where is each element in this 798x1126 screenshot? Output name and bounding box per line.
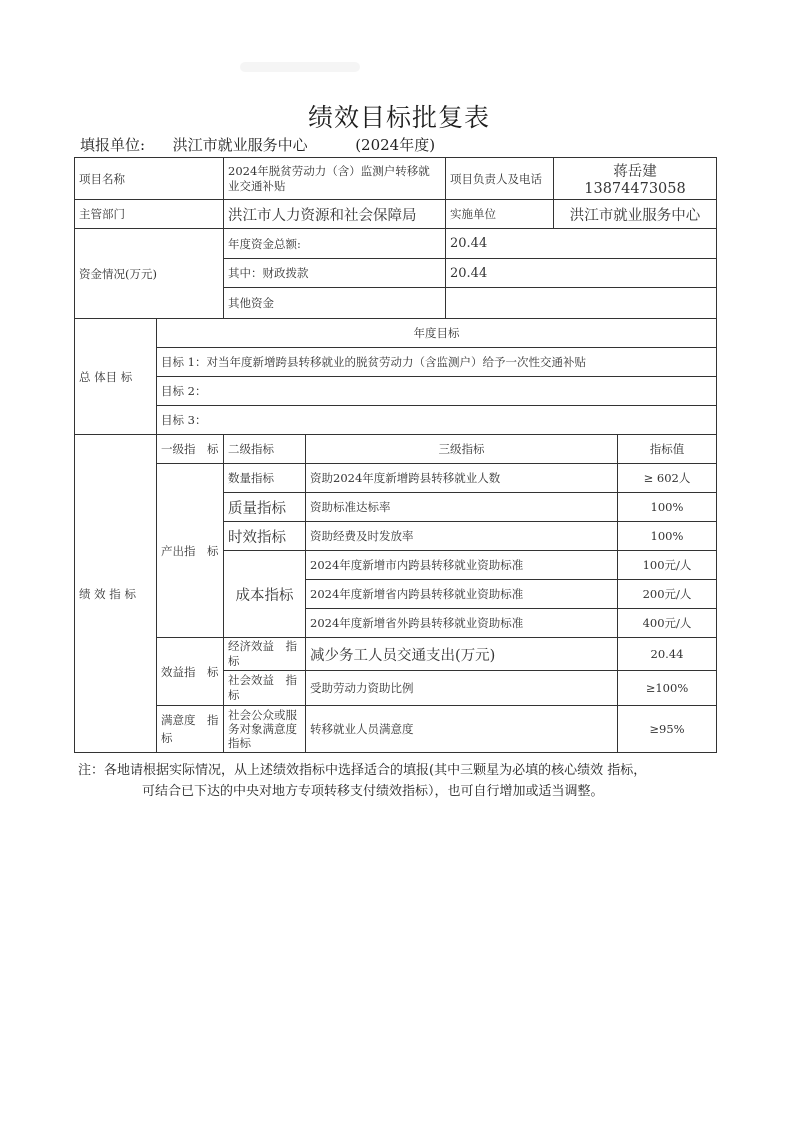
benefit-level1: 效益指 标 [157, 638, 224, 706]
col-header-level2: 二级指标 [224, 435, 306, 464]
report-year: (2024年度) [355, 136, 436, 154]
indicators-table [74, 434, 717, 753]
cost-level3: 2024年度新增市内跨县转移就业资助标准 [306, 551, 618, 580]
cost-value: 400元/人 [618, 609, 717, 638]
goals-label: 总 体目 标 [75, 319, 157, 435]
output-level2: 时效指标 [224, 522, 306, 551]
col-header-level1: 一级指 标 [157, 435, 224, 464]
cost-level3: 2024年度新增省外跨县转移就业资助标准 [306, 609, 618, 638]
funds-fiscal-label: 其中：财政拨款 [224, 259, 446, 288]
goal-item: 目标 1：对当年度新增跨县转移就业的脱贫劳动力（含监测户）给予一次性交通补贴 [157, 348, 717, 377]
funds-other-label: 其他资金 [224, 288, 446, 319]
benefit-level2: 社会效益 指标 [224, 671, 306, 706]
project-name-label: 项目名称 [75, 158, 224, 200]
unit-value: 洪江市就业服务中心 [172, 136, 308, 154]
funds-total-label: 年度资金总额: [224, 229, 446, 259]
output-level1: 产出指 标 [157, 464, 224, 638]
output-level2: 质量指标 [224, 493, 306, 522]
impl-label: 实施单位 [446, 200, 554, 229]
cost-level3: 2024年度新增省内跨县转移就业资助标准 [306, 580, 618, 609]
output-value: ≥ 602人 [618, 464, 717, 493]
unit-label: 填报单位: [80, 136, 146, 154]
indicators-label: 绩 效 指 标 [75, 435, 157, 753]
footnote-line-1: 注：各地请根据实际情况，从上述绩效指标中选择适合的填报(其中三颗星为必填的核心绩效 指标， [78, 763, 647, 778]
output-level3: 资助经费及时发放率 [306, 522, 618, 551]
impl-value: 洪江市就业服务中心 [554, 200, 717, 229]
benefit-level2: 经济效益 指标 [224, 638, 306, 671]
owner-label: 项目负责人及电话 [446, 158, 554, 200]
owner-value: 蒋岳建 13874473058 [554, 158, 717, 200]
reporting-unit-line [80, 134, 435, 155]
funds-fiscal-value: 20.44 [446, 259, 717, 288]
output-level3: 资助2024年度新增跨县转移就业人数 [306, 464, 618, 493]
funds-other-value [446, 288, 717, 319]
funds-label: 资金情况(万元) [75, 229, 224, 319]
output-value: 100% [618, 522, 717, 551]
scan-smudge [240, 62, 360, 72]
goals-header: 年度目标 [157, 319, 717, 348]
satisfaction-level2: 社会公众或服务对象满意度指标 [224, 706, 306, 753]
project-info-table [74, 157, 717, 319]
footnote [78, 760, 728, 802]
output-value: 100% [618, 493, 717, 522]
col-header-level3: 三级指标 [306, 435, 618, 464]
cost-value: 100元/人 [618, 551, 717, 580]
goal-item: 目标 2： [157, 377, 717, 406]
benefit-level3: 受助劳动力资助比例 [306, 671, 618, 706]
satisfaction-level3: 转移就业人员满意度 [306, 706, 618, 753]
funds-total-value: 20.44 [446, 229, 717, 259]
col-header-value: 指标值 [618, 435, 717, 464]
benefit-value: ≥100% [618, 671, 717, 706]
footnote-line-2: 可结合已下达的中央对地方专项转移支付绩效指标），也可自行增加或适当调整。 [142, 784, 604, 799]
cost-value: 200元/人 [618, 580, 717, 609]
output-level3: 资助标准达标率 [306, 493, 618, 522]
satisfaction-value: ≥95% [618, 706, 717, 753]
project-name-value: 2024年脱贫劳动力（含）监测户转移就业交通补贴 [224, 158, 446, 200]
benefit-level3: 减少务工人员交通支出(万元) [306, 638, 618, 671]
dept-label: 主管部门 [75, 200, 224, 229]
goals-table [74, 318, 717, 435]
satisfaction-level1: 满意度 指标 [157, 706, 224, 753]
benefit-value: 20.44 [618, 638, 717, 671]
goal-item: 目标 3： [157, 406, 717, 435]
output-level2: 数量指标 [224, 464, 306, 493]
dept-value: 洪江市人力资源和社会保障局 [224, 200, 446, 229]
page-title: 绩效目标批复表 [307, 103, 490, 132]
cost-level2: 成本指标 [224, 551, 306, 638]
